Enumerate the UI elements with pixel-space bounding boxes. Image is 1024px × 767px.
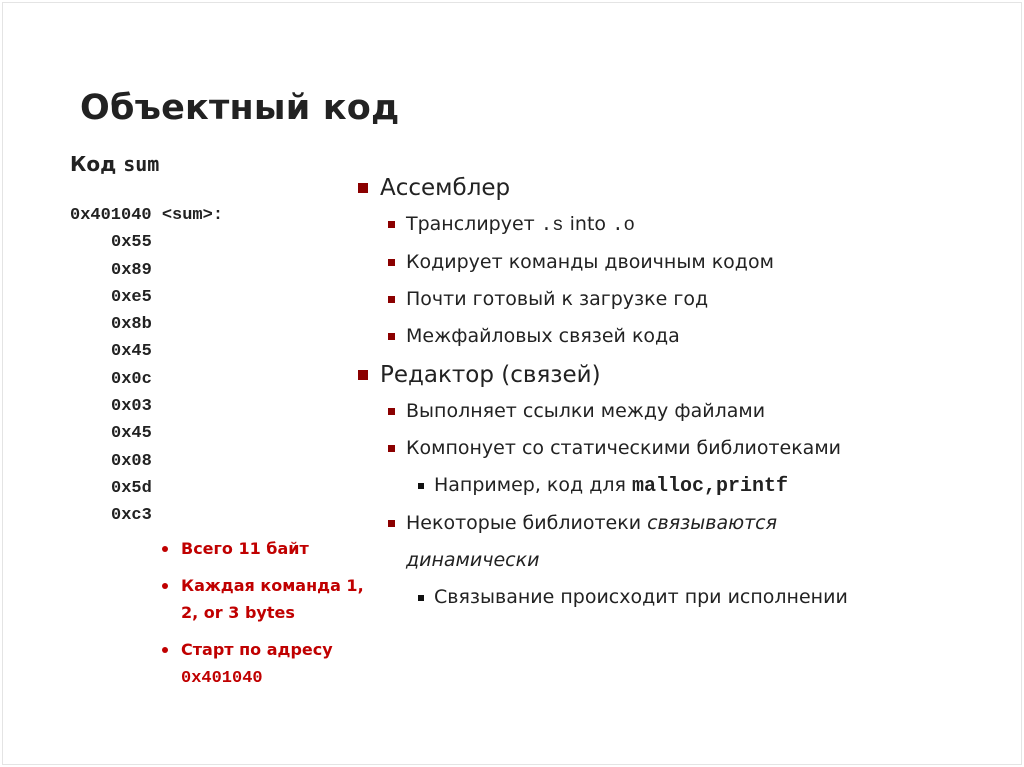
code-heading-label: Код — [70, 152, 117, 176]
code-byte: 0x08 — [111, 451, 152, 471]
square-bullet-icon — [358, 370, 368, 380]
note-item — [160, 535, 380, 562]
square-bullet-icon — [388, 333, 395, 340]
source-ext: .s — [540, 214, 564, 236]
linker-item-resolve: Выполняет ссылки между файлами — [358, 393, 998, 430]
notes-list — [160, 535, 380, 702]
assembler-item-almost-ready: Почти готовый к загрузке год — [358, 281, 998, 318]
square-bullet-icon — [388, 520, 395, 527]
square-bullet-icon — [388, 445, 395, 452]
object-code-listing — [70, 202, 223, 530]
code-byte: 0x45 — [111, 424, 152, 444]
square-bullet-icon — [388, 408, 395, 415]
note-item — [160, 636, 380, 692]
code-heading-function: sum — [123, 152, 160, 176]
square-bullet-icon — [418, 483, 424, 489]
code-address-line: 0x401040 <sum>: — [70, 206, 224, 225]
object-ext: .o — [612, 214, 635, 236]
note-text: Старт по адресу — [181, 640, 333, 659]
bullet-dot-icon — [162, 583, 168, 589]
function-names: malloc,printf — [631, 475, 788, 498]
note-address: 0x401040 — [181, 669, 263, 688]
bullet-content — [358, 170, 998, 616]
linker-item-dynamic: Некоторые библиотеки связываются динамически — [358, 505, 998, 579]
square-bullet-icon — [418, 595, 424, 601]
code-byte: 0x8b — [111, 315, 152, 335]
code-byte: 0x45 — [111, 342, 152, 362]
bullet-dot-icon — [162, 546, 168, 552]
assembler-heading: Ассемблер — [358, 170, 998, 206]
bullet-dot-icon — [162, 647, 168, 653]
linker-heading: Редактор (связей) — [358, 357, 998, 393]
linker-subitem-runtime: Связывание происходит при исполнении — [358, 579, 998, 616]
code-byte: 0x55 — [111, 233, 152, 253]
code-byte: 0xe5 — [111, 287, 152, 307]
square-bullet-icon — [388, 259, 395, 266]
note-text: Всего 11 байт — [181, 539, 309, 558]
linker-subitem-example: Например, код для malloc,printf — [358, 467, 998, 505]
square-bullet-icon — [388, 221, 395, 228]
linker-item-combine: Компонует со статическими библиотеками — [358, 430, 998, 467]
assembler-item-encode: Кодирует команды двоичным кодом — [358, 244, 998, 281]
page-title: Объектный код — [80, 88, 400, 128]
code-byte: 0x89 — [111, 260, 152, 280]
note-item — [160, 572, 380, 626]
code-byte: 0x5d — [111, 478, 152, 498]
code-byte: 0x03 — [111, 397, 152, 417]
assembler-item-translate: Транслирует .s into .o — [358, 206, 998, 244]
assembler-item-interfile: Межфайловых связей кода — [358, 318, 998, 355]
code-heading — [70, 152, 159, 176]
code-byte: 0x0c — [111, 369, 152, 389]
square-bullet-icon — [358, 183, 368, 193]
code-byte: 0xc3 — [111, 506, 152, 526]
square-bullet-icon — [388, 296, 395, 303]
note-text: Каждая команда 1, 2, or 3 bytes — [181, 576, 364, 622]
